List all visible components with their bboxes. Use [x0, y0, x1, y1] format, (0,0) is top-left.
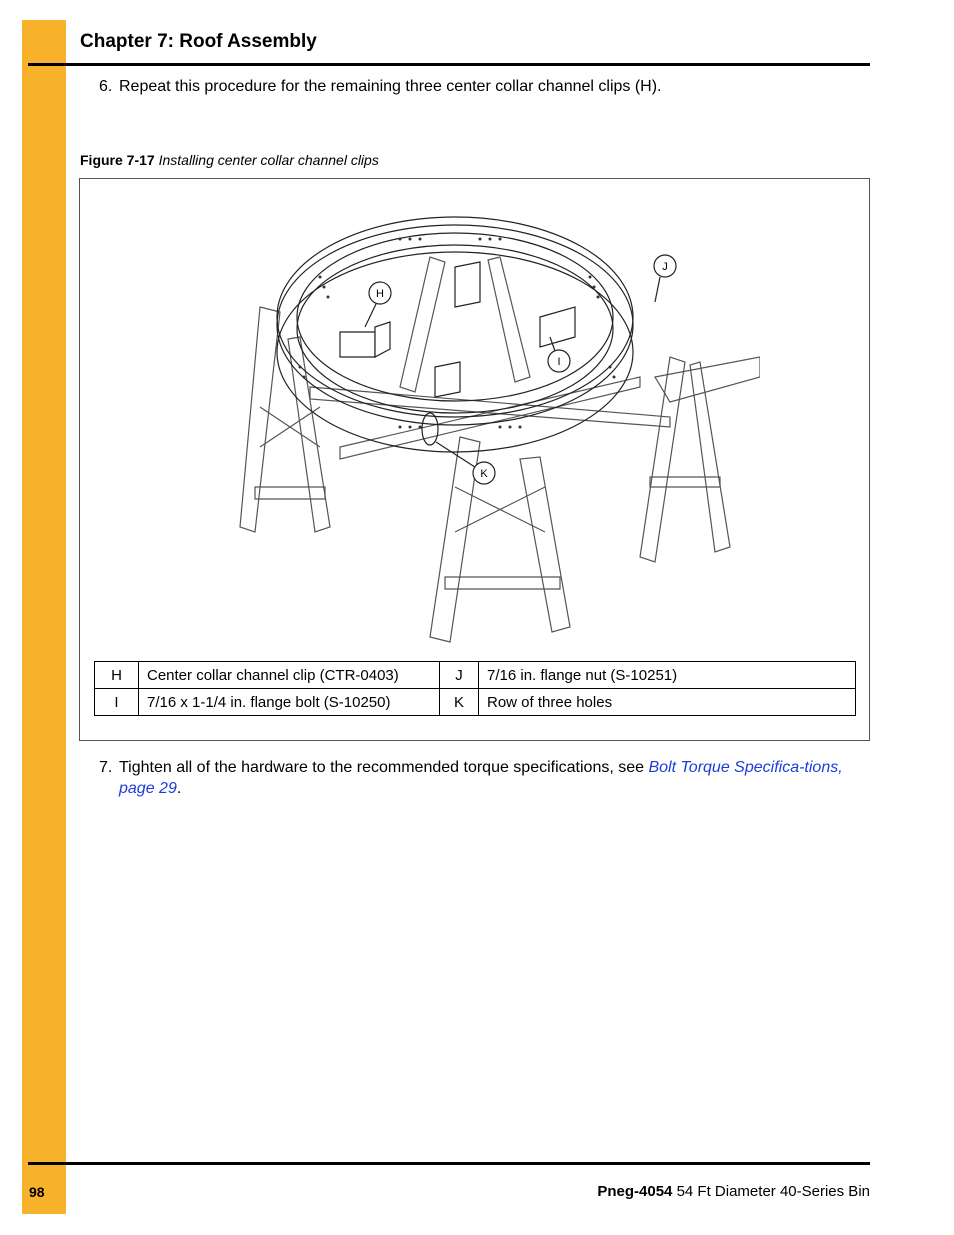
legend-description: Row of three holes	[479, 689, 856, 716]
header-rule	[28, 63, 870, 66]
step-text: Repeat this procedure for the remaining three center collar channel clips (H).	[119, 78, 662, 95]
legend-description: 7/16 in. flange nut (S-10251)	[479, 662, 856, 689]
callout-label-i: I	[557, 356, 561, 368]
step-text	[119, 757, 859, 799]
step-number: 7.	[99, 759, 113, 776]
figure-caption	[80, 152, 379, 168]
doc-id: Pneg-4054	[597, 1183, 673, 1200]
callout-label-k: K	[480, 468, 488, 480]
figure-number: Figure 7-17	[80, 152, 155, 168]
callout-label-j: J	[662, 261, 668, 273]
doc-title: 54 Ft Diameter 40-Series Bin	[676, 1183, 870, 1200]
legend-key: H	[95, 662, 139, 689]
figure-title: Installing center collar channel clips	[158, 152, 379, 168]
channel-clips	[340, 262, 575, 397]
legend-description: Center collar channel clip (CTR-0403)	[139, 662, 440, 689]
figure-box	[79, 178, 870, 741]
callout-label-h: H	[376, 288, 384, 300]
step-text-before: Tighten all of the hardware to the recommended torque specifications, see	[119, 759, 649, 776]
figure-legend-table	[94, 661, 856, 716]
legend-key: I	[95, 689, 139, 716]
legend-key: K	[440, 689, 479, 716]
stand-frame	[240, 257, 760, 642]
step-text-after: .	[176, 780, 182, 797]
footer-document-title	[597, 1183, 870, 1200]
collar-assembly-drawing	[200, 187, 760, 647]
table-row	[95, 689, 856, 716]
footer-rule	[28, 1162, 870, 1165]
chapter-side-bar	[22, 20, 66, 1214]
bolt-torque-link[interactable]: Bolt Torque Specifica-tions, page 29	[119, 759, 843, 797]
callout-h	[365, 282, 391, 327]
chapter-title: Chapter 7: Roof Assembly	[80, 31, 317, 52]
callout-i	[548, 337, 570, 372]
legend-description: 7/16 x 1-1/4 in. flange bolt (S-10250)	[139, 689, 440, 716]
step-number: 6.	[99, 78, 113, 95]
center-collar-ring	[277, 217, 633, 452]
page-number: 98	[29, 1184, 45, 1200]
table-row	[95, 662, 856, 689]
callout-j	[654, 255, 676, 302]
legend-key: J	[440, 662, 479, 689]
